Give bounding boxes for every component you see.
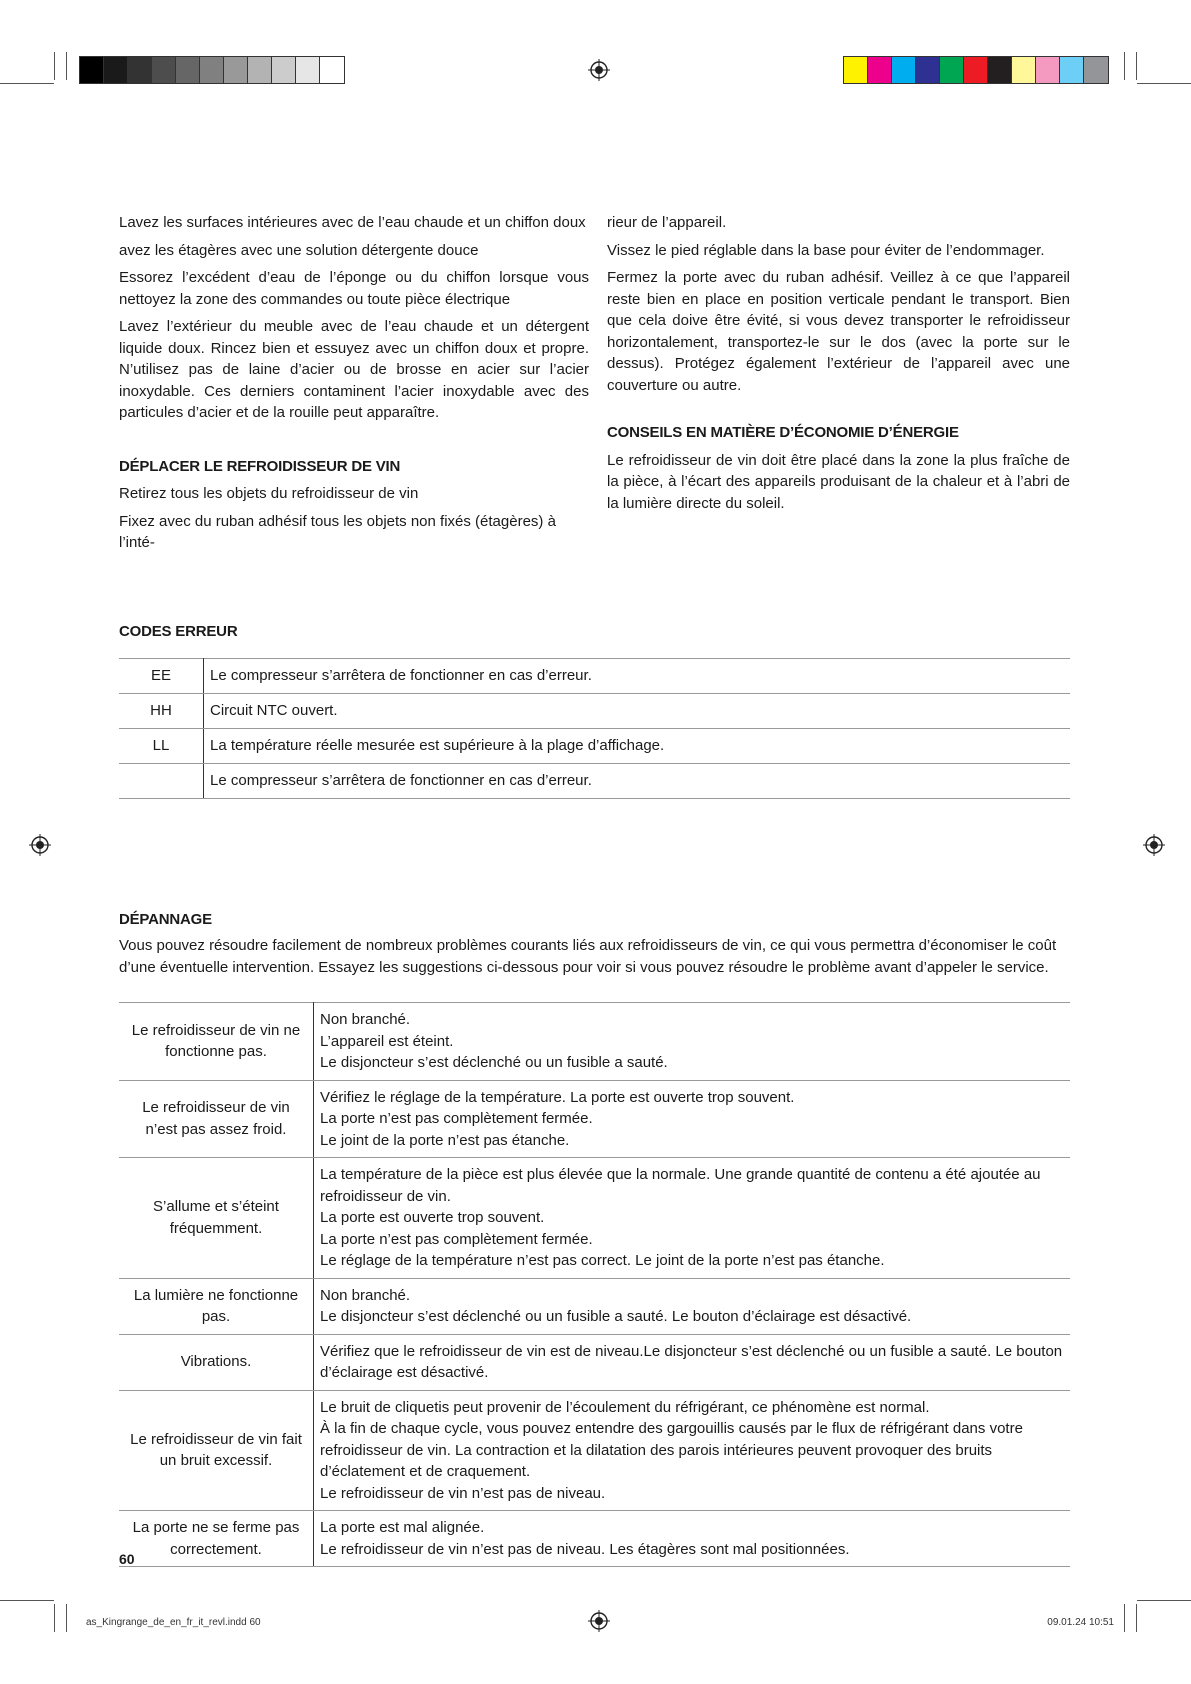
problem-cell: Le refroidisseur de vin ne fonctionne pas. [119,1003,314,1081]
color-swatch [224,57,248,83]
crop-mark [1136,52,1137,80]
problem-cell: S’allume et s’éteint fréquemment. [119,1158,314,1279]
table-row [119,1003,1070,1081]
causes-text: Non branché. Le disjoncteur s’est déclenché ou un fusible a sauté. Le bouton d’éclairage est désactivé. [320,1286,912,1325]
problem-cell: La lumière ne fonctionne pas. [119,1278,314,1334]
error-codes-table [119,658,1070,799]
body-paragraph: Retirez tous les objets du refroidisseur de vin [119,485,419,502]
crop-mark [1124,52,1125,80]
color-swatch [176,57,200,83]
color-swatch [152,57,176,83]
table-row [119,1390,1070,1511]
process-color-bar [843,56,1109,84]
troubleshooting-table [119,1002,1070,1567]
crop-mark [0,83,54,84]
body-paragraph: Le refroidisseur de vin doit être placé dans la zone la plus fraîche de la pièce, à l’écart des appareils produisant de la chaleur et à l’abri de la lumière directe du soleil. [607,451,1070,512]
troubleshooting-intro: Vous pouvez résoudre facilement de nombreux problèmes courants liés aux refroidisseurs de vin, ce qui vous permettra d’économiser le coût d’une éventuelle intervention. Essayez les suggestions ci-dessous pour voir si vous pouvez résoudre le problème avant d’appeler le service. [119,937,1057,976]
crop-mark [1136,1604,1137,1632]
crop-mark [54,52,55,80]
error-description: Le compresseur s’arrêtera de fonctionner en cas d’erreur. [204,764,1071,799]
problem-cell: Le refroidisseur de vin fait un bruit excessif. [119,1390,314,1511]
color-swatch [1036,57,1060,83]
body-paragraph: avez les étagères avec une solution détergente douce [119,241,479,259]
causes-cell [314,1158,1071,1279]
causes-cell [314,1390,1071,1511]
problem-cell: La porte ne se ferme pas correctement. [119,1511,314,1567]
body-paragraph: Lavez les surfaces intérieures avec de l’eau chaude et un chiffon doux [119,214,586,231]
registration-mark-icon [29,834,51,856]
error-code [119,764,204,799]
color-swatch [916,57,940,83]
color-swatch [964,57,988,83]
causes-text: La porte est mal alignée. Le refroidisseur de vin n’est pas de niveau. Les étagères sont mal positionnées. [320,1519,850,1558]
crop-mark [1124,1604,1125,1632]
section-heading-error-codes: CODES ERREUR [119,623,238,640]
error-code: HH [119,694,204,729]
color-swatch [988,57,1012,83]
crop-mark [66,52,67,80]
color-swatch [128,57,152,83]
color-swatch [272,57,296,83]
table-row [119,694,1070,729]
crop-mark [1137,1600,1191,1601]
color-swatch [296,57,320,83]
section-heading-moving: DÉPLACER LE REFROIDISSEUR DE VIN [119,457,401,475]
color-swatch [868,57,892,83]
error-description: La température réelle mesurée est supérieure à la plage d’affichage. [204,729,1071,764]
body-paragraph: Lavez l’extérieur du meuble avec de l’eau chaude et un détergent liquide doux. Rincez bien et essuyez avec un chiffon doux et propre. N’utilisez pas de laine d’acier ou de brosse en acier sur l’acier inoxydable. Ces derniers contaminent l’acier inoxydable avec des particules d’acier et de la rouille peut apparaître. [119,318,589,421]
causes-text: Vérifiez que le refroidisseur de vin est de niveau.Le disjoncteur s’est déclenché ou un fusible a sauté. Le bouton d’éclairage est désactivé. [320,1342,1067,1381]
section-heading-troubleshooting: DÉPANNAGE [119,911,212,928]
body-paragraph: Fixez avec du ruban adhésif tous les objets non fixés (étagères) à l’inté- [119,512,556,551]
crop-mark [54,1604,55,1632]
footer-timestamp: 09.01.24 10:51 [1047,1617,1114,1628]
color-swatch [80,57,104,83]
table-row [119,764,1070,799]
registration-mark-icon [1143,834,1165,856]
body-paragraph: rieur de l’appareil. [607,214,727,231]
causes-cell [314,1278,1071,1334]
problem-cell: Vibrations. [119,1334,314,1390]
causes-text: La température de la pièce est plus élevée que la normale. Une grande quantité de contenu a été ajoutée au refroidisseur de vin. La porte est ouverte trop souvent. La porte n’est pas complètement fermée. Le réglage de la température n’est pas correct. Le joint de la porte n’est pas étanche. [320,1166,1041,1269]
grey-color-bar [79,56,345,84]
causes-text: Vérifiez le réglage de la température. La porte est ouverte trop souvent. La porte n’est pas complètement fermée. Le joint de la porte n’est pas étanche. [320,1088,795,1149]
body-paragraph: Essorez l’excédent d’eau de l’éponge ou du chiffon lorsque vous nettoyez la zone des commandes ou toute pièce électrique [119,269,589,308]
causes-text: Le bruit de cliquetis peut provenir de l’écoulement du réfrigérant, ce phénomène est normal. À la fin de chaque cycle, vous pouvez entendre des gargouillis causés par le flux de réfrigérant dans votre refroidisseur de vin. La contraction et la dilatation des parois intérieures peuvent provoquer des bruits d’éclatement et de craquement. Le refroidisseur de vin n’est pas de niveau. [320,1398,1023,1502]
table-row [119,659,1070,694]
body-paragraph: Vissez le pied réglable dans la base pour éviter de l’endommager. [607,241,1045,259]
color-swatch [248,57,272,83]
color-swatch [1012,57,1036,83]
color-swatch [844,57,868,83]
color-swatch [940,57,964,83]
color-swatch [104,57,128,83]
right-column [607,212,1070,520]
error-description: Le compresseur s’arrêtera de fonctionner en cas d’erreur. [204,659,1071,694]
error-code: LL [119,729,204,764]
causes-cell [314,1334,1071,1390]
section-heading-energy: CONSEILS EN MATIÈRE D’ÉCONOMIE D’ÉNERGIE [607,424,959,441]
crop-mark [1137,83,1191,84]
table-row [119,1334,1070,1390]
table-row [119,1158,1070,1279]
problem-cell: Le refroidisseur de vin n’est pas assez froid. [119,1080,314,1158]
table-row [119,1511,1070,1567]
color-swatch [1060,57,1084,83]
crop-mark [66,1604,67,1632]
causes-cell [314,1080,1071,1158]
table-row [119,729,1070,764]
causes-text: Non branché. L’appareil est éteint. Le disjoncteur s’est déclenché ou un fusible a sauté. [320,1011,668,1071]
error-code: EE [119,659,204,694]
left-column [119,212,589,560]
color-swatch [200,57,224,83]
table-row [119,1278,1070,1334]
registration-mark-icon [588,1610,610,1632]
body-paragraph: Fermez la porte avec du ruban adhésif. Veillez à ce que l’appareil reste bien en place en position verticale pendant le transport. Bien que cela doive être évité, si vous devez transporter le refroidisseur horizontalement, transportez-le sur le dos (avec la porte sur le dessus). Protégez également l’extérieur de l’appareil avec une couverture ou autre. [607,269,1070,394]
crop-mark [0,1600,54,1601]
registration-mark-icon [588,59,610,81]
table-row [119,1080,1070,1158]
footer-filename: as_Kingrange_de_en_fr_it_revl.indd 60 [86,1617,261,1628]
causes-cell [314,1003,1071,1081]
color-swatch [892,57,916,83]
page-number: 60 [119,1551,135,1567]
color-swatch [1084,57,1108,83]
error-description: Circuit NTC ouvert. [204,694,1071,729]
color-swatch [320,57,344,83]
causes-cell [314,1511,1071,1567]
